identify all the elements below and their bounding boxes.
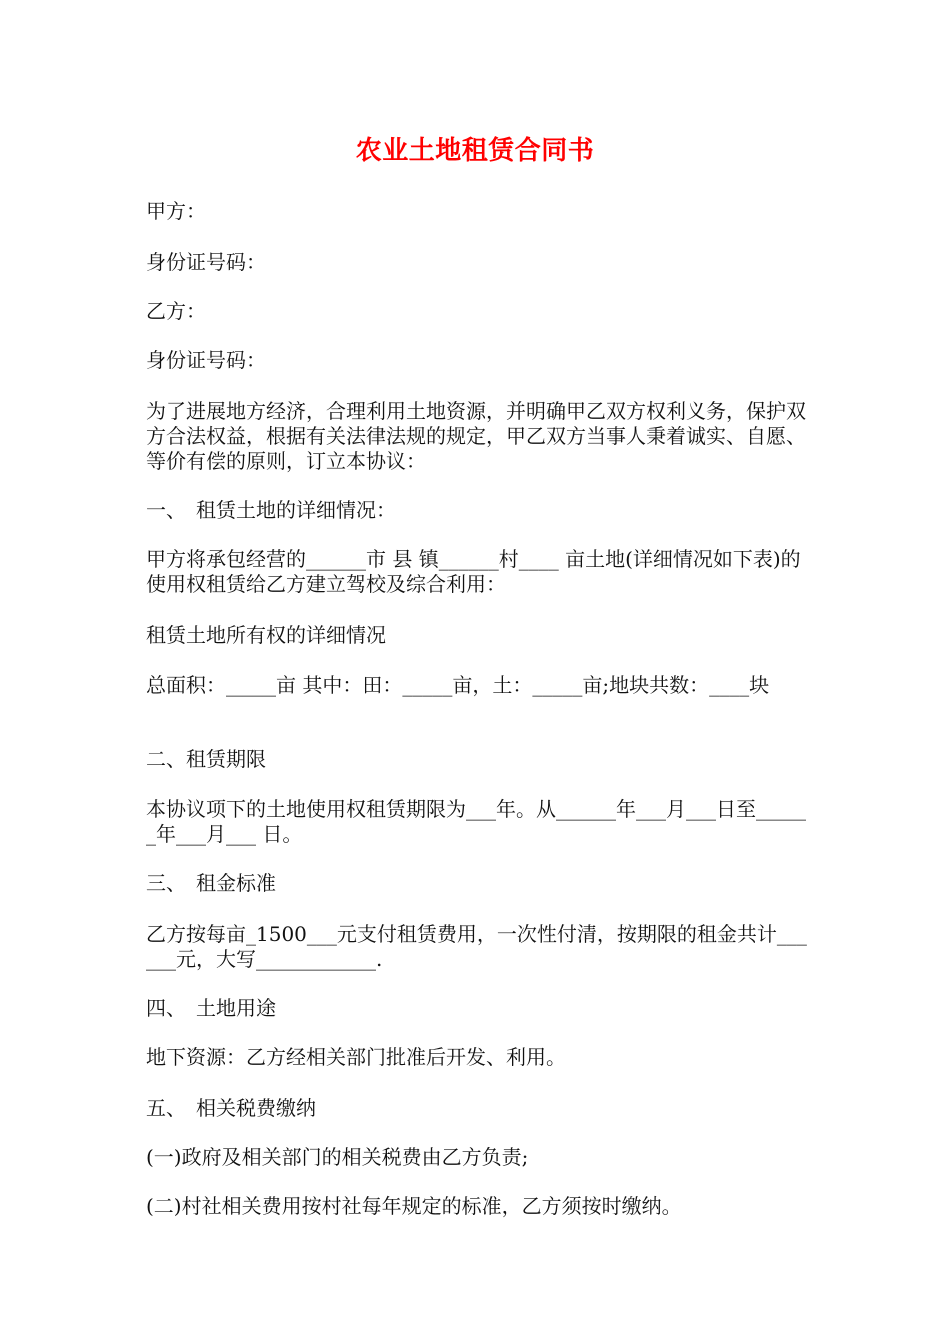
section-heading-2: 二、租赁期限 [146,747,266,771]
section-heading-5: 五、 相关税费缴纳 [146,1096,316,1120]
term-paragraph: 本协议项下的土地使用权租赁期限为___年。从______年___月___日至______年___月___ 日。 [146,797,806,846]
land-use-paragraph: 地下资源：乙方经相关部门批准后开发、利用。 [146,1045,566,1069]
document-title: 农业土地租赁合同书 [355,136,595,166]
party-a-id-line: 身份证号码： [146,250,266,274]
ownership-subheading: 租赁土地所有权的详细情况 [146,623,386,647]
party-b-line: 乙方： [146,299,206,323]
party-b-id-line: 身份证号码： [146,348,266,372]
party-a-line: 甲方： [146,199,206,223]
section-1-paragraph: 甲方将承包经营的______市 县 镇______村____ 亩土地(详细情况如下表)的使用权租赁给乙方建立驾校及综合利用： [146,547,801,596]
preamble-paragraph: 为了进展地方经济，合理利用土地资源，并明确甲乙双方权利义务，保护双方合法权益，根据有关法律法规的规定，甲乙双方当事人秉着诚实、自愿、等价有偿的原则，订立本协议： [146,399,806,473]
area-paragraph: 总面积：_____亩 其中：田：_____亩，土：_____亩;地块共数：____块 [146,673,770,697]
section-heading-1: 一、 租赁土地的详细情况： [146,498,396,522]
tax-item-1: (一)政府及相关部门的相关税费由乙方负责; [146,1145,529,1169]
rent-paragraph: 乙方按每亩_1500___元支付租赁费用，一次性付清，按期限的租金共计______元，大写____________. [146,922,807,971]
tax-item-2: (二)村社相关费用按村社每年规定的标准，乙方须按时缴纳。 [146,1194,682,1218]
section-heading-4: 四、 土地用途 [146,996,276,1020]
section-heading-3: 三、 租金标准 [146,871,276,895]
